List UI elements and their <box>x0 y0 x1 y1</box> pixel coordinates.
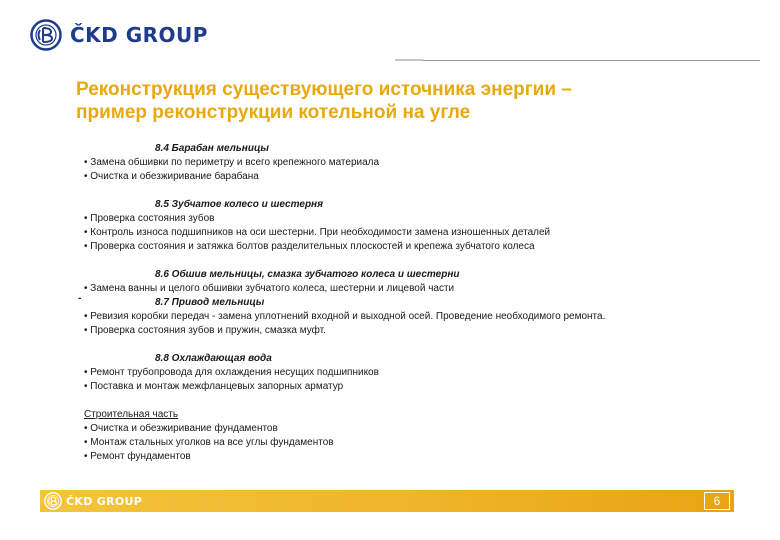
stray-dash: - <box>78 293 82 304</box>
list-item: • Замена обшивки по периметру и всего крепежного материала <box>84 157 380 168</box>
page-title-line-2: пример реконструкции котельной на угле <box>76 102 471 123</box>
spacer <box>84 184 744 198</box>
spacer <box>84 394 744 408</box>
section-heading: 8.4 Барабан мельницы <box>155 143 269 154</box>
section-cooling-water <box>84 352 744 394</box>
page-title <box>76 78 736 124</box>
section-heading-construction: Строительная часть <box>84 409 179 420</box>
list-item: • Проверка состояния зубов и пружин, смазка муфт. <box>84 325 326 336</box>
spacer <box>84 254 744 268</box>
list-item: • Замена ванны и целого обшивки зубчатого колеса, шестерни и лицевой части <box>84 283 455 294</box>
list-item: • Очистка и обезжиривание фундаментов <box>84 423 278 434</box>
list-item: • Поставка и монтаж межфланцевых запорных арматур <box>84 381 344 392</box>
list-item: • Ремонт фундаментов <box>84 451 191 462</box>
list-item: • Ревизия коробки передач - замена уплотнений входной и выходной осей. Проведение необходимого ремонта. <box>84 311 606 322</box>
stray-mark <box>78 293 744 310</box>
header-divider <box>395 60 760 61</box>
section-gear-pinion <box>84 198 744 254</box>
list-item: • Очистка и обезжиривание барабана <box>84 171 259 182</box>
spacer <box>84 338 744 352</box>
section-mill-lining <box>84 268 744 296</box>
list-item: • Монтаж стальных уголков на все углы фундаментов <box>84 437 334 448</box>
ckd-emblem-icon <box>44 492 62 510</box>
section-construction <box>84 408 744 464</box>
header-divider-accent <box>395 59 423 61</box>
ckd-emblem-icon <box>30 19 62 51</box>
list-item: • Проверка состояния зубов <box>84 213 215 224</box>
list-item: • Проверка состояния и затяжка болтов разделительных плоскостей и крепежа зубчатого колеса <box>84 241 535 252</box>
content-body <box>78 142 744 464</box>
brand-name: ČKD GROUP <box>70 23 208 47</box>
footer-logo <box>44 492 142 510</box>
section-heading: 8.5 Зубчатое колесо и шестерня <box>155 199 323 210</box>
list-item: • Контроль износа подшипников на оси шестерни. При необходимости замена изношенных деталей <box>84 227 551 238</box>
section-heading: 8.8 Охлаждающая вода <box>155 353 272 364</box>
page-number: 6 <box>704 492 730 510</box>
header-logo <box>30 18 208 52</box>
section-heading: 8.7 Привод мельницы <box>155 297 265 308</box>
list-item: • Ремонт трубопровода для охлаждения несущих подшипников <box>84 367 379 378</box>
section-heading: 8.6 Обшив мельницы, смазка зубчатого колеса и шестерни <box>155 269 460 280</box>
footer-bar <box>40 490 734 512</box>
page-title-line-1: Реконструкция существующего источника энергии – <box>76 79 572 100</box>
section-mill-drum <box>84 142 744 184</box>
footer-brand-name: ČKD GROUP <box>66 494 143 508</box>
